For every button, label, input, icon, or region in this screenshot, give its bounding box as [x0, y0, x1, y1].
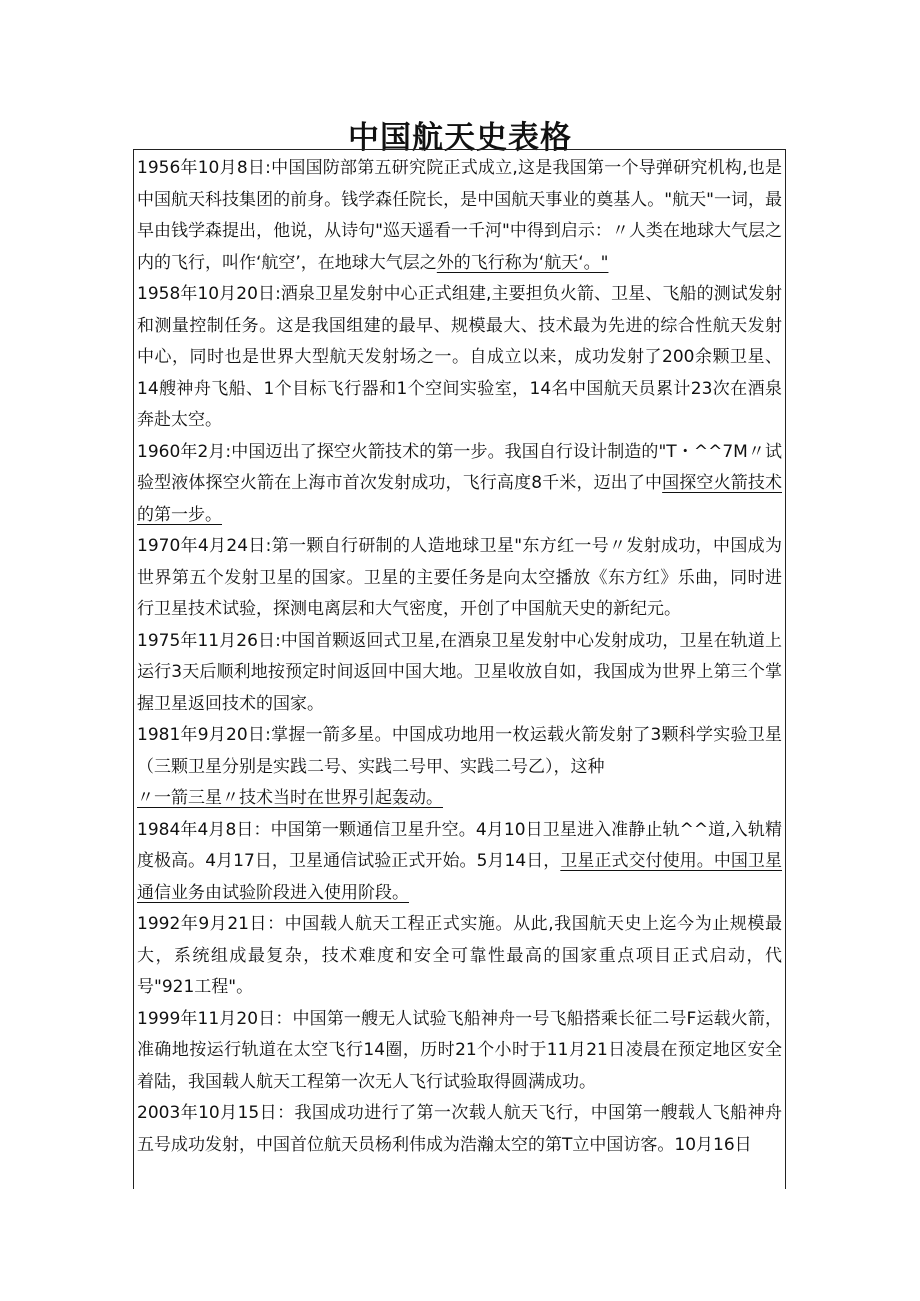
entry-1992	[137, 909, 782, 1004]
entry-text: 1999年11月20日：中国第一艘无人试验飞船神舟一号飞船搭乘长征二号F运载火箭，准确地按运行轨道在太空飞行14圈，历时21个小时于11月21日凌晨在预定地区安全着陆，我国载人航天工程第一次无人飞行试验取得圆满成功。	[137, 1008, 782, 1092]
entry-underlined-text: 卫星正式交付使用。中国卫星通信业务由试验阶段进入使用阶段。	[137, 851, 782, 903]
entry-text: 1970年4月24日:第一颗自行研制的人造地球卫星"东方红一号〃发射成功，中国成为世界第五个发射卫星的国家。卫星的主要任务是向太空播放《东方红》乐曲，同时进行卫星技术试验，探测电离层和大气密度，开创了中国航天史的新纪元。	[137, 536, 782, 619]
entry-text: 1984年4月8日：中国第一颗通信卫星升空。4月10日卫星进入准静止轨^^道,入轨精度极高。4月17日，卫星通信试验正式开始。5月14日，	[137, 819, 782, 871]
entry-text: 1992年9月21日：中国载人航天工程正式实施。从此,我国航天史上迄今为止规模最大，系统组成最复杂，技术难度和安全可靠性最高的国家重点项目正式启动，代号"921工程"。	[137, 914, 782, 997]
page-title: 中国航天史表格	[348, 120, 572, 156]
entry-2003	[137, 1098, 782, 1161]
entry-1984	[137, 815, 782, 910]
entry-1999	[137, 1004, 782, 1099]
entry-text: 1975年11月26日:中国首颗返回式卫星,在酒泉卫星发射中心发射成功，卫星在轨道上运行3天后顺利地按预定时间返回中国大地。卫星收放自如，我国成为世界上第三个掌握卫星返回技术的国家。	[137, 630, 782, 714]
entry-1975	[137, 626, 782, 721]
entry-text: 1981年9月20日:掌握一箭多星。中国成功地用一枚运载火箭发射了3颗科学实验卫星（三颗卫星分别是实践二号、实践二号甲、实践二号乙），这种	[137, 725, 782, 777]
entry-text: 1956年10月8日:中国国防部第五研究院正式成立,这是我国第一个导弹研究机构,也是中国航天科技集团的前身。钱学森任院长，是中国航天事业的奠基人。"航天"一词，最早由钱学森提出，他说，从诗句"巡天遥看一千河"中得到启示：〃人类在地球大气层之内的飞行，叫作‘航空’，在地球大气层之	[137, 158, 782, 273]
entry-text: 1960年2月:中国迈出了探空火箭技术的第一步。我国自行设计制造的"T・^^7M〃试验型液体探空火箭在上海市首次发射成功，飞行高度8千米，迈出了中	[137, 441, 782, 493]
history-table	[133, 149, 786, 1189]
table-content	[134, 150, 785, 1161]
entry-1958	[137, 279, 782, 437]
entry-text: 2003年10月15日：我国成功进行了第一次载人航天飞行，中国第一艘载人飞船神舟五号成功发射，中国首位航天员杨利伟成为浩瀚太空的第T立中国访客。10月16日	[137, 1103, 782, 1155]
entry-underlined-text: 外的飞行称为‘航天‘。"	[436, 252, 609, 273]
entry-underlined-text: 国探空火箭技术的第一步。	[137, 473, 782, 525]
entry-1970	[137, 531, 782, 626]
entry-1956	[137, 153, 782, 279]
entry-1960	[137, 437, 782, 532]
entry-underlined-text: 〃一箭三星〃技术当时在世界引起轰动。	[137, 788, 443, 808]
entry-text: 1958年10月20日:酒泉卫星发射中心正式组建,主要担负火箭、卫星、飞船的测试发射和测量控制任务。这是我国组建的最早、规模最大、技术最为先进的综合性航天发射中心，同时也是世界大型航天发射场之一。自成立以来，成功发射了200余颗卫星、14艘神舟飞船、1个目标飞行器和1个空间实验室，14名中国航天员累计23次在酒泉奔赴太空。	[137, 284, 782, 430]
entry-1981	[137, 720, 782, 815]
